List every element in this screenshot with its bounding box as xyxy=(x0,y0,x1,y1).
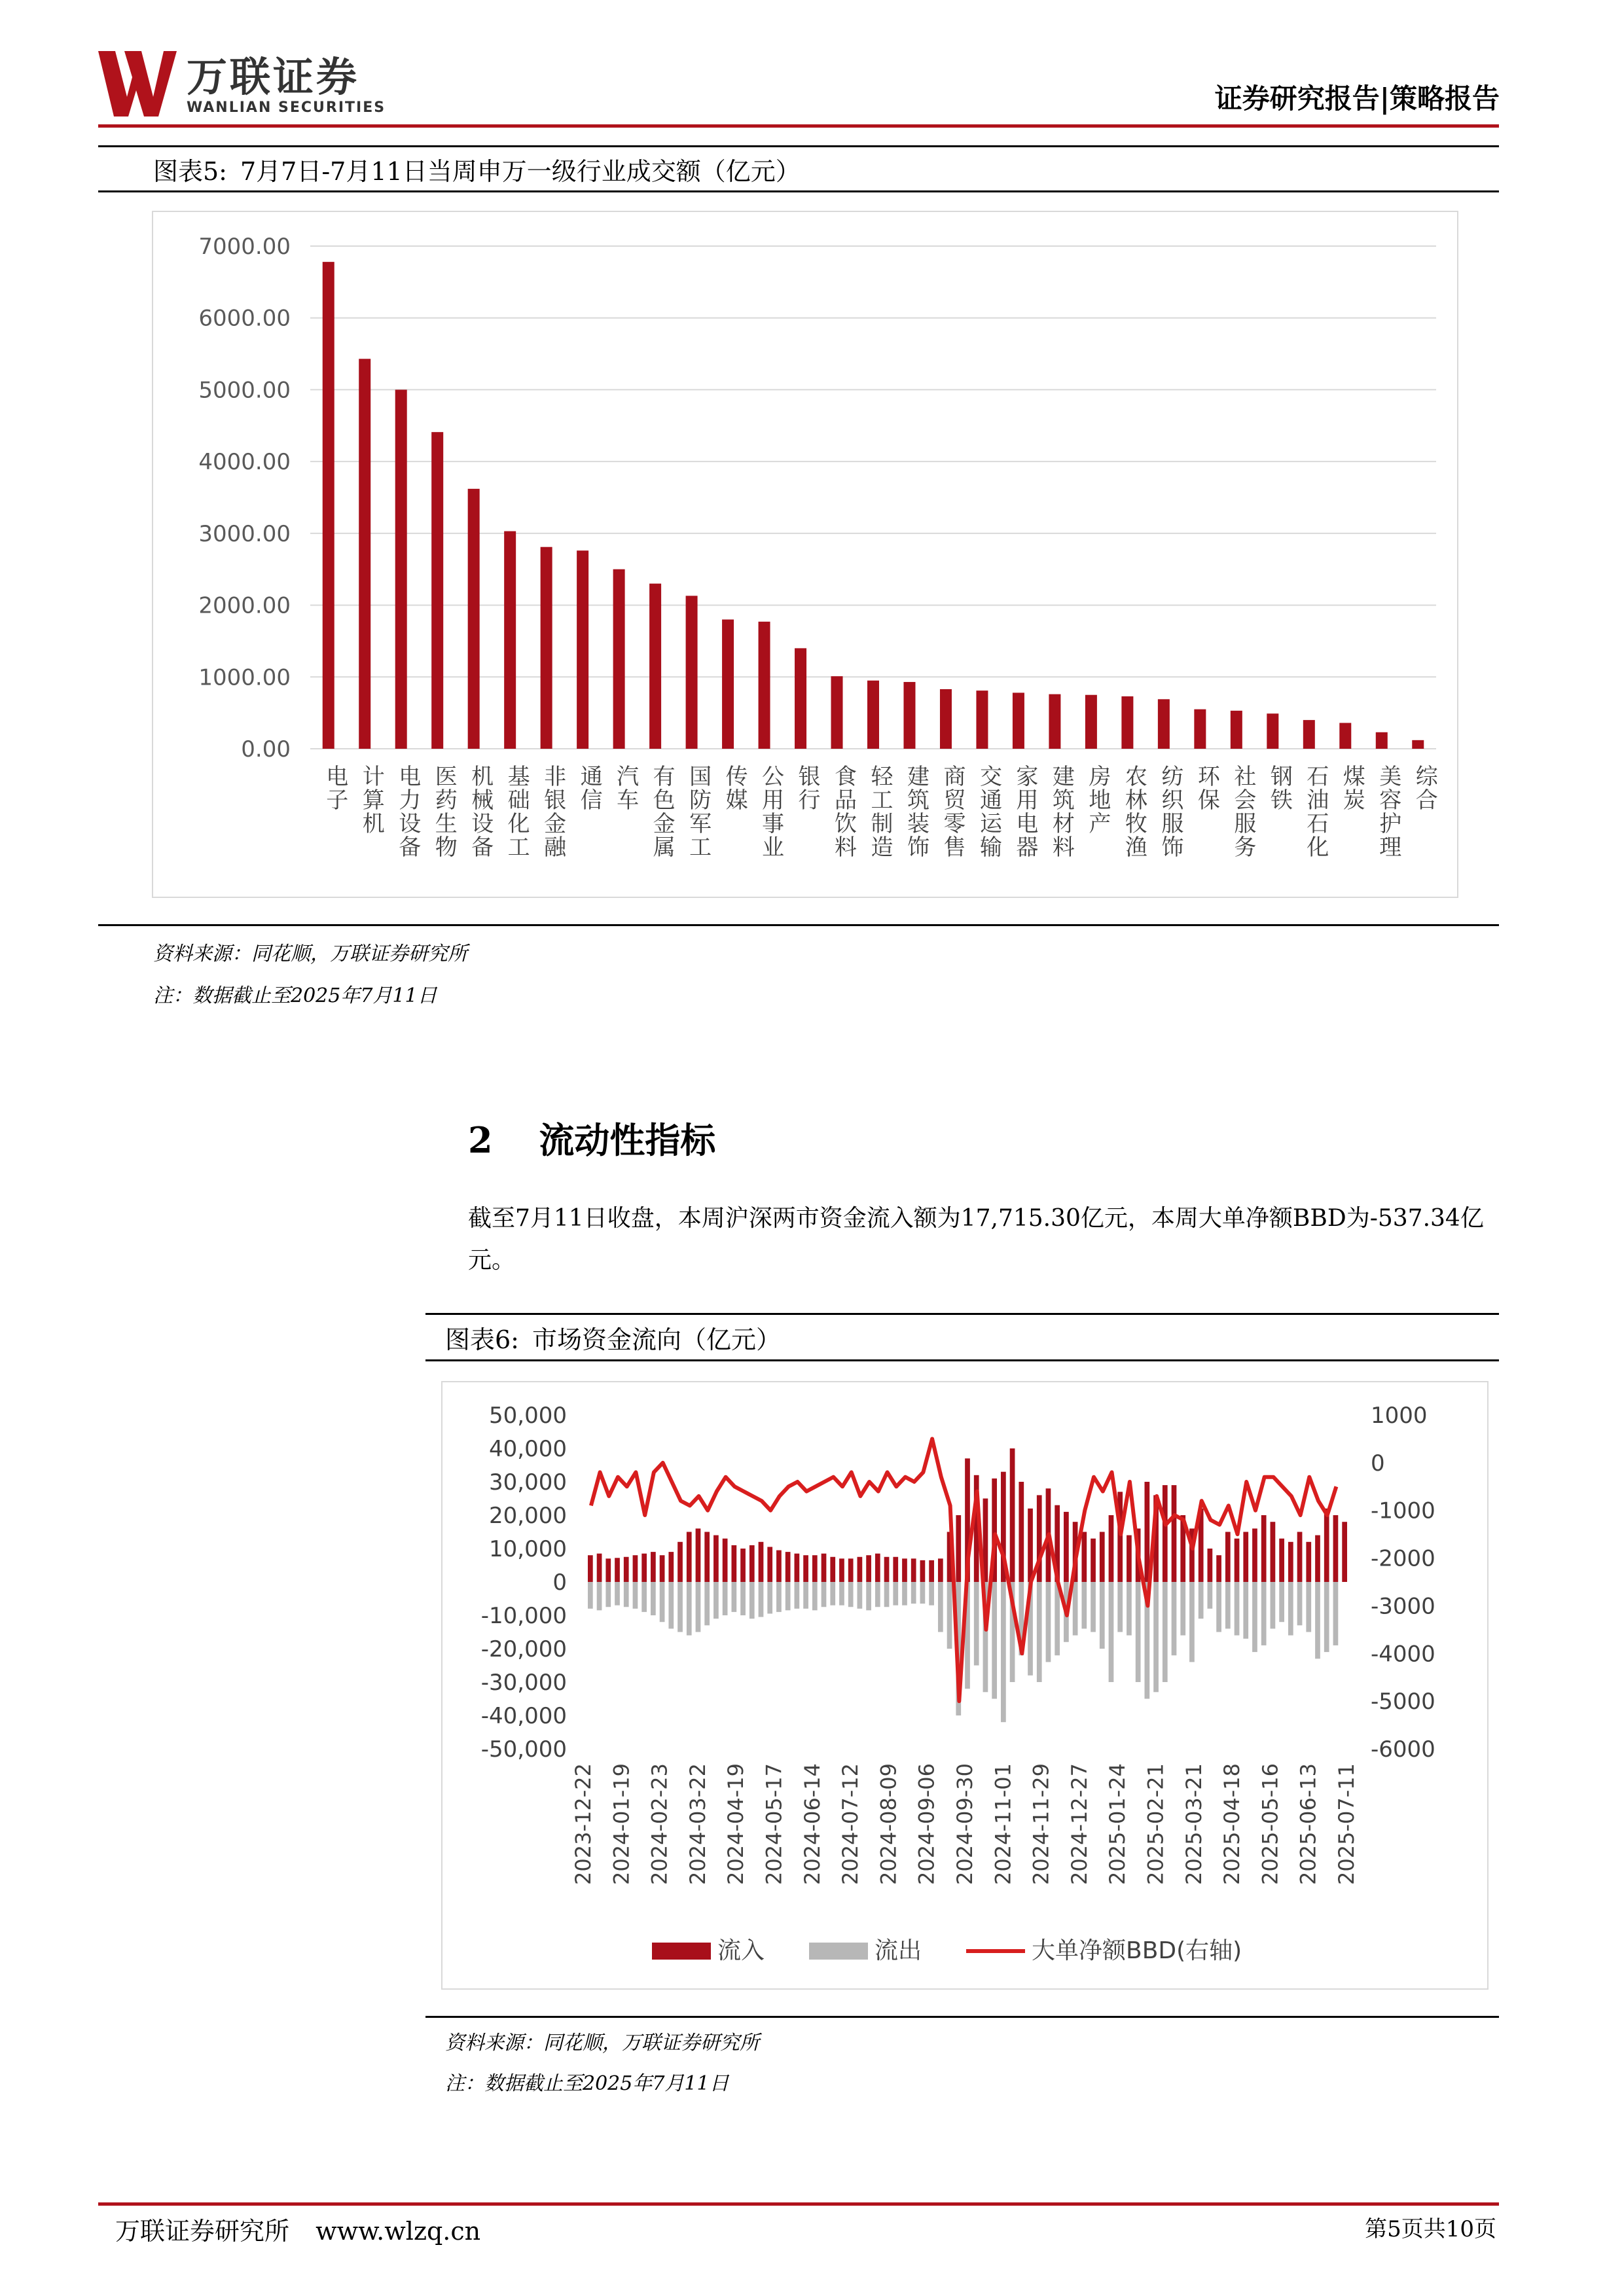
x-tick-label: 2025-05-16 xyxy=(1257,1763,1283,1885)
bar xyxy=(722,620,734,749)
x-tick-label: 2025-03-21 xyxy=(1181,1763,1206,1885)
x-category-label: 美容护理 xyxy=(1375,764,1401,859)
inflow-bar xyxy=(633,1555,638,1582)
x-tick-label: 2024-07-12 xyxy=(838,1763,863,1885)
outflow-bar xyxy=(1243,1582,1248,1639)
footer-info xyxy=(115,2211,499,2247)
x-category-label: 交通运输 xyxy=(975,764,1002,859)
outflow-bar xyxy=(668,1582,674,1628)
inflow-bar xyxy=(713,1535,719,1582)
bar xyxy=(323,262,334,749)
figure6-bottom-rule xyxy=(425,2016,1499,2018)
x-category-label: 公用事业 xyxy=(757,764,784,859)
y-right-tick-label: -6000 xyxy=(1371,1736,1435,1763)
outflow-bar xyxy=(830,1582,835,1605)
y-left-tick-label: 20,000 xyxy=(489,1503,567,1529)
x-category-label: 有色金属 xyxy=(649,764,676,859)
outflow-bar xyxy=(704,1582,710,1625)
inflow-bar xyxy=(830,1557,835,1582)
x-category-label: 汽车 xyxy=(612,764,639,812)
inflow-bar xyxy=(893,1557,898,1582)
company-logo xyxy=(98,51,412,117)
outflow-bar xyxy=(1100,1582,1105,1649)
page-number: 第5页共10页 xyxy=(1365,2216,1496,2242)
y-right-tick-label: -3000 xyxy=(1371,1593,1435,1620)
outflow-bar xyxy=(875,1582,880,1607)
x-category-label: 综合 xyxy=(1411,764,1438,812)
inflow-bar xyxy=(1279,1539,1284,1582)
section-heading xyxy=(468,1113,715,1163)
outflow-bar xyxy=(633,1582,638,1609)
bar xyxy=(1121,696,1133,749)
inflow-bar xyxy=(857,1557,863,1582)
x-tick-label: 2024-01-19 xyxy=(609,1763,634,1885)
outflow-bar xyxy=(1208,1582,1213,1609)
x-tick-label: 2024-09-30 xyxy=(952,1763,977,1885)
x-tick-label: 2023-12-22 xyxy=(571,1763,596,1885)
inflow-bar xyxy=(1261,1515,1267,1582)
bar xyxy=(686,596,698,749)
outflow-bar xyxy=(803,1582,808,1609)
x-category-label: 电力设备 xyxy=(394,764,421,859)
outflow-bar xyxy=(588,1582,593,1609)
inflow-bar xyxy=(1127,1535,1132,1582)
outflow-bar xyxy=(839,1582,844,1605)
bar xyxy=(1303,720,1315,749)
outflow-bar xyxy=(605,1582,611,1607)
inflow-bar xyxy=(1235,1539,1240,1582)
outflow-bar xyxy=(767,1582,772,1613)
figure5-bottom-rule xyxy=(98,924,1499,926)
inflow-bar xyxy=(615,1558,620,1582)
outflow-bar xyxy=(920,1582,926,1604)
x-tick-label: 2025-07-11 xyxy=(1334,1763,1359,1885)
inflow-bar xyxy=(920,1560,926,1582)
inflow-bar xyxy=(785,1552,791,1582)
y-tick-label: 5000.00 xyxy=(198,377,291,404)
x-category-label: 农林牧渔 xyxy=(1121,764,1147,859)
outflow-bar xyxy=(687,1582,692,1636)
x-category-label: 电子 xyxy=(321,764,348,812)
inflow-bar xyxy=(1225,1532,1231,1583)
y-tick-label: 1000.00 xyxy=(198,664,291,691)
bar xyxy=(577,550,588,749)
outflow-bar xyxy=(1306,1582,1311,1632)
inflow-bar xyxy=(1324,1509,1329,1582)
outflow-bar xyxy=(884,1582,890,1607)
inflow-bar xyxy=(1010,1448,1015,1582)
footer-website[interactable]: www.wlzq.cn xyxy=(316,2217,481,2246)
outflow-bar xyxy=(857,1582,863,1609)
figure6-label: 图表6: xyxy=(445,1325,519,1354)
y-left-tick-label: -20,000 xyxy=(480,1636,567,1662)
bar xyxy=(359,359,370,749)
outflow-bar xyxy=(812,1582,818,1610)
outflow-bar xyxy=(1216,1582,1221,1632)
section-title: 流动性指标 xyxy=(539,1119,716,1161)
outflow-bar xyxy=(696,1582,701,1632)
outflow-bar xyxy=(624,1582,629,1607)
outflow-bar xyxy=(947,1582,952,1649)
inflow-bar xyxy=(776,1551,782,1582)
inflow-bar xyxy=(1333,1515,1339,1582)
y-right-tick-label: -5000 xyxy=(1371,1689,1435,1715)
figure5-chart xyxy=(152,211,1458,898)
inflow-bar xyxy=(884,1557,890,1582)
x-tick-label: 2024-12-27 xyxy=(1066,1763,1092,1885)
inflow-bar xyxy=(1243,1532,1248,1583)
outflow-bar xyxy=(1081,1582,1087,1628)
bar xyxy=(1194,709,1206,749)
inflow-bar xyxy=(812,1555,818,1582)
outflow-bar xyxy=(1271,1582,1276,1628)
inflow-bar xyxy=(687,1532,692,1583)
outflow-bar xyxy=(1324,1582,1329,1652)
legend-outflow-swatch xyxy=(809,1943,868,1960)
y-tick-label: 2000.00 xyxy=(198,592,291,619)
inflow-bar xyxy=(1091,1539,1096,1582)
inflow-bar xyxy=(1306,1542,1311,1582)
inflow-bar xyxy=(1252,1528,1257,1582)
y-right-tick-label: -1000 xyxy=(1371,1498,1435,1524)
x-category-label: 通信 xyxy=(576,764,603,812)
outflow-bar xyxy=(785,1582,791,1610)
outflow-bar xyxy=(1163,1582,1168,1682)
outflow-bar xyxy=(795,1582,800,1609)
outflow-bar xyxy=(893,1582,898,1605)
outflow-bar xyxy=(660,1582,665,1622)
outflow-bar xyxy=(1037,1582,1042,1682)
y-left-tick-label: 40,000 xyxy=(489,1436,567,1462)
figure5-source: 资料来源：同花顺，万联证券研究所 xyxy=(153,942,467,965)
bar xyxy=(867,681,879,749)
outflow-bar xyxy=(1109,1582,1114,1682)
x-category-label: 石油石化 xyxy=(1302,764,1329,859)
inflow-bar xyxy=(704,1532,710,1583)
bar xyxy=(1013,692,1024,749)
x-tick-label: 2024-09-06 xyxy=(914,1763,939,1885)
logo-english-name: WANLIAN SECURITIES xyxy=(187,99,386,116)
y-left-tick-label: -50,000 xyxy=(480,1736,567,1763)
outflow-bar xyxy=(1288,1582,1293,1636)
x-tick-label: 2024-11-01 xyxy=(990,1763,1016,1885)
inflow-bar xyxy=(696,1528,701,1582)
inflow-bar xyxy=(929,1560,934,1582)
x-tick-label: 2024-02-23 xyxy=(647,1763,672,1885)
y-left-tick-label: -40,000 xyxy=(480,1703,567,1729)
x-tick-label: 2025-01-24 xyxy=(1105,1763,1130,1885)
x-tick-label: 2024-11-29 xyxy=(1028,1763,1054,1885)
x-category-label: 食品饮料 xyxy=(830,764,857,859)
inflow-bar xyxy=(911,1558,916,1582)
outflow-bar xyxy=(1252,1582,1257,1652)
outflow-bar xyxy=(1127,1582,1132,1636)
inflow-bar xyxy=(1081,1532,1087,1583)
inflow-bar xyxy=(668,1552,674,1582)
inflow-bar xyxy=(1216,1555,1221,1582)
x-tick-label: 2025-06-13 xyxy=(1295,1763,1321,1885)
y-right-tick-label: 0 xyxy=(1371,1450,1385,1477)
x-tick-label: 2024-08-09 xyxy=(876,1763,901,1885)
inflow-bar xyxy=(938,1558,943,1582)
y-left-tick-label: 30,000 xyxy=(489,1469,567,1496)
inflow-bar xyxy=(821,1554,827,1582)
outflow-bar xyxy=(821,1582,827,1607)
x-category-label: 钢铁 xyxy=(1266,764,1293,812)
x-category-label: 社会服务 xyxy=(1229,764,1256,859)
inflow-bar xyxy=(740,1549,746,1582)
bar xyxy=(613,569,625,749)
wanlian-logo-icon xyxy=(98,51,177,117)
market-fund-flow-chart xyxy=(442,1382,1487,1988)
x-category-label: 商贸零售 xyxy=(939,764,965,859)
x-tick-label: 2024-06-14 xyxy=(799,1763,825,1885)
inflow-bar xyxy=(1028,1509,1033,1582)
outflow-bar xyxy=(992,1582,997,1699)
inflow-bar xyxy=(759,1542,764,1582)
bar xyxy=(831,676,843,749)
inflow-bar xyxy=(1172,1485,1177,1582)
outflow-bar xyxy=(866,1582,871,1610)
bar xyxy=(1412,740,1424,749)
x-category-label: 房地产 xyxy=(1084,764,1111,835)
outflow-bar xyxy=(651,1582,656,1615)
outflow-bar xyxy=(641,1582,647,1612)
inflow-bar xyxy=(677,1542,683,1582)
outflow-bar xyxy=(1001,1582,1006,1722)
inflow-bar xyxy=(1271,1522,1276,1582)
x-tick-label: 2024-03-22 xyxy=(685,1763,710,1885)
section-paragraph: 截至7月11日收盘，本周沪深两市资金流入额为17,715.30亿元，本周大单净额BBD为-537.34亿元。 xyxy=(468,1205,1484,1274)
x-category-label: 医药生物 xyxy=(431,764,458,859)
inflow-bar xyxy=(866,1555,871,1582)
inflow-bar xyxy=(1100,1532,1105,1583)
inflow-bar xyxy=(605,1558,611,1582)
inflow-bar xyxy=(1297,1532,1303,1583)
footer-divider xyxy=(98,2202,1499,2206)
industry-turnover-bar-chart xyxy=(153,212,1457,897)
outflow-bar xyxy=(1073,1582,1078,1636)
legend-outflow-label: 流出 xyxy=(875,1937,922,1964)
bar xyxy=(541,547,552,749)
bar xyxy=(1339,723,1351,749)
inflow-bar xyxy=(1315,1535,1320,1582)
outflow-bar xyxy=(1297,1582,1303,1625)
legend-inflow-label: 流入 xyxy=(717,1937,765,1964)
y-right-tick-label: -2000 xyxy=(1371,1545,1435,1572)
x-category-label: 银行 xyxy=(794,764,821,812)
footer-company: 万联证券研究所 xyxy=(115,2217,290,2246)
inflow-bar xyxy=(902,1558,907,1582)
inflow-bar xyxy=(624,1557,629,1582)
outflow-bar xyxy=(1136,1582,1141,1682)
legend-bbd-label: 大单净额BBD(右轴) xyxy=(1032,1937,1242,1964)
logo-chinese-name: 万联证券 xyxy=(187,53,360,101)
inflow-bar xyxy=(956,1515,961,1582)
outflow-bar xyxy=(1117,1582,1123,1632)
x-category-label: 煤炭 xyxy=(1339,764,1365,812)
outflow-bar xyxy=(597,1582,602,1610)
section-number: 2 xyxy=(468,1119,493,1161)
x-category-label: 环保 xyxy=(1193,764,1220,812)
bar xyxy=(468,489,480,749)
inflow-bar xyxy=(651,1552,656,1582)
x-category-label: 建筑装饰 xyxy=(903,764,929,859)
outflow-bar xyxy=(776,1582,782,1612)
y-right-tick-label: -4000 xyxy=(1371,1641,1435,1668)
y-tick-label: 6000.00 xyxy=(198,305,291,332)
figure6-note: 注：数据截止至2025年7月11日 xyxy=(445,2072,729,2095)
bar xyxy=(903,682,915,749)
inflow-bar xyxy=(749,1545,755,1582)
inflow-bar xyxy=(588,1555,593,1582)
x-category-label: 计算机 xyxy=(358,764,385,835)
figure5-title-bar xyxy=(98,145,1499,192)
bar xyxy=(940,689,952,749)
bar xyxy=(1267,713,1278,749)
outflow-bar xyxy=(1225,1582,1231,1628)
x-category-label: 轻工制造 xyxy=(867,764,893,859)
x-category-label: 基础化工 xyxy=(503,764,530,859)
bar xyxy=(795,648,806,749)
figure5-label: 图表5: xyxy=(153,156,227,186)
x-category-label: 传媒 xyxy=(721,764,748,812)
inflow-bar xyxy=(1109,1515,1114,1582)
inflow-bar xyxy=(767,1547,772,1582)
outflow-bar xyxy=(848,1582,854,1607)
y-left-tick-label: 10,000 xyxy=(489,1536,567,1562)
inflow-bar xyxy=(1342,1522,1347,1582)
outflow-bar xyxy=(1153,1582,1159,1692)
x-category-label: 国防军工 xyxy=(685,764,712,859)
inflow-bar xyxy=(731,1545,736,1582)
inflow-bar xyxy=(723,1539,728,1582)
bar xyxy=(1085,695,1097,749)
inflow-bar xyxy=(641,1554,647,1582)
outflow-bar xyxy=(723,1582,728,1615)
figure5-note: 注：数据截止至2025年7月11日 xyxy=(153,984,437,1007)
figure6-title-bar xyxy=(425,1313,1499,1361)
outflow-bar xyxy=(974,1582,979,1666)
inflow-bar xyxy=(1288,1542,1293,1582)
figure6-chart xyxy=(441,1381,1489,1990)
outflow-bar xyxy=(911,1582,916,1604)
figure6-title: 市场资金流向（亿元） xyxy=(532,1325,781,1354)
y-tick-label: 4000.00 xyxy=(198,449,291,476)
inflow-bar xyxy=(875,1554,880,1582)
x-category-label: 建筑材料 xyxy=(1048,764,1075,859)
y-left-tick-label: -30,000 xyxy=(480,1670,567,1696)
outflow-bar xyxy=(749,1582,755,1619)
y-tick-label: 3000.00 xyxy=(198,520,291,547)
outflow-bar xyxy=(1189,1582,1195,1662)
outflow-bar xyxy=(1046,1582,1051,1662)
x-category-label: 家用电器 xyxy=(1011,764,1038,859)
inflow-bar xyxy=(795,1554,800,1582)
report-type: 证券研究报告|策略报告 xyxy=(1214,82,1500,115)
bar xyxy=(1158,699,1170,749)
x-tick-label: 2025-04-18 xyxy=(1219,1763,1245,1885)
outflow-bar xyxy=(731,1582,736,1612)
y-tick-label: 0.00 xyxy=(241,736,291,762)
outflow-bar xyxy=(902,1582,907,1605)
outflow-bar xyxy=(1279,1582,1284,1622)
inflow-bar xyxy=(1064,1512,1069,1582)
y-left-tick-label: -10,000 xyxy=(480,1603,567,1629)
outflow-bar xyxy=(1333,1582,1339,1645)
bar xyxy=(976,691,988,749)
x-tick-label: 2024-04-19 xyxy=(723,1763,749,1885)
y-right-tick-label: 1000 xyxy=(1371,1403,1428,1429)
outflow-bar xyxy=(1261,1582,1267,1645)
bar xyxy=(395,389,407,749)
x-category-label: 纺织服饰 xyxy=(1157,764,1183,859)
legend-inflow-swatch xyxy=(652,1943,711,1960)
x-tick-label: 2024-05-17 xyxy=(761,1763,787,1885)
x-category-label: 机械设备 xyxy=(467,764,494,859)
bar xyxy=(504,531,516,749)
figure5-title: 7月7日-7月11日当周申万一级行业成交额（亿元） xyxy=(240,156,801,186)
bar xyxy=(1049,694,1060,749)
y-left-tick-label: 50,000 xyxy=(489,1403,567,1429)
x-category-label: 非银金融 xyxy=(539,764,566,859)
bar xyxy=(1376,732,1388,749)
outflow-bar xyxy=(938,1582,943,1632)
figure6-source: 资料来源：同花顺，万联证券研究所 xyxy=(445,2032,759,2054)
bar xyxy=(1231,711,1242,749)
outflow-bar xyxy=(1180,1582,1185,1636)
outflow-bar xyxy=(759,1582,764,1617)
y-tick-label: 7000.00 xyxy=(198,234,291,260)
bar xyxy=(649,584,661,749)
inflow-bar xyxy=(660,1555,665,1582)
outflow-bar xyxy=(1199,1582,1204,1619)
outflow-bar xyxy=(713,1582,719,1619)
inflow-bar xyxy=(597,1554,602,1582)
header-divider xyxy=(98,124,1499,128)
outflow-bar xyxy=(1235,1582,1240,1636)
bar xyxy=(431,432,443,749)
outflow-bar xyxy=(1172,1582,1177,1655)
inflow-bar xyxy=(803,1555,808,1582)
outflow-bar xyxy=(615,1582,620,1605)
inflow-bar xyxy=(1019,1482,1024,1582)
x-tick-label: 2025-02-21 xyxy=(1143,1763,1168,1885)
outflow-bar xyxy=(929,1582,934,1605)
inflow-bar xyxy=(1163,1485,1168,1582)
bar xyxy=(759,622,770,749)
y-left-tick-label: 0 xyxy=(552,1570,567,1596)
bbd-line xyxy=(591,1439,1337,1701)
inflow-bar xyxy=(848,1558,854,1582)
outflow-bar xyxy=(740,1582,746,1615)
inflow-bar xyxy=(839,1558,844,1582)
outflow-bar xyxy=(1091,1582,1096,1632)
outflow-bar xyxy=(1315,1582,1320,1659)
inflow-bar xyxy=(1144,1482,1149,1582)
outflow-bar xyxy=(677,1582,683,1632)
inflow-bar xyxy=(1208,1549,1213,1582)
